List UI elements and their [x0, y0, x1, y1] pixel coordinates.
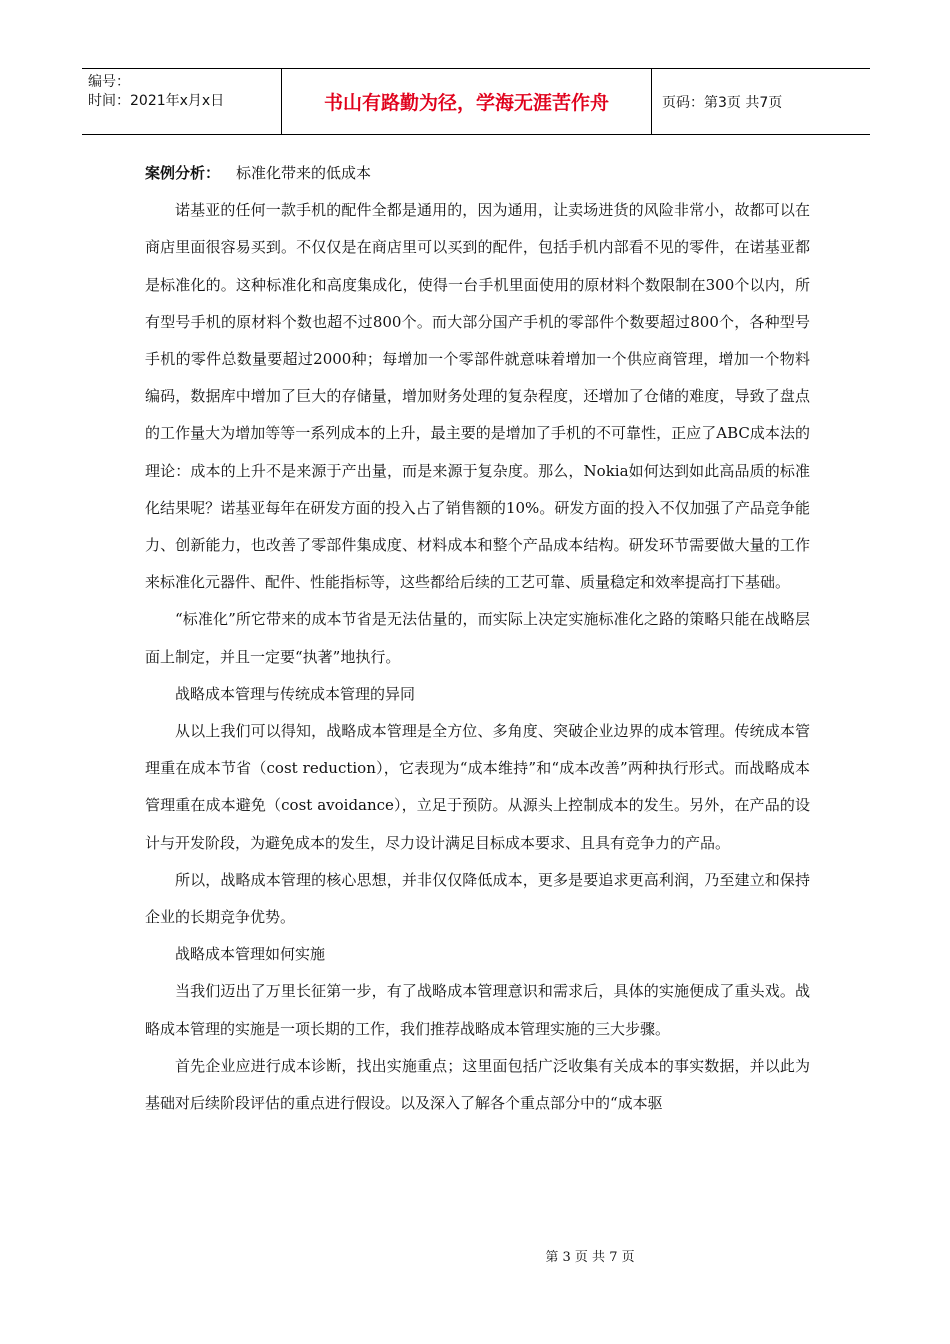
number-label: 编号： — [88, 74, 130, 90]
paragraph: 从以上我们可以得知，战略成本管理是全方位、多角度、突破企业边界的成本管理。传统成本管理重在成本节省（cost reduction），它表现为“成本维持”和“成本改善”两种执行形式。而战略成本管理重在成本避免（cost avoidance），立足于预防。从源头上控制成本的发生。另外，在产品的设计与开发阶段，为避免成本的发生，尽力设计满足目标成本要求、且具有竞争力的产品。 — [145, 722, 810, 852]
page-header — [82, 68, 870, 135]
section-heading: 战略成本管理如何实施 — [175, 945, 326, 964]
time-label: 时间：2021年x月x日 — [88, 93, 225, 109]
paragraph: 首先企业应进行成本诊断，找出实施重点；这里面包括广泛收集有关成本的事实数据，并以此为基础对后续阶段评估的重点进行假设。以及深入了解各个重点部分中的“成本驱 — [145, 1056, 810, 1113]
motto: 书山有路勤为径，学海无涯苦作舟 — [282, 69, 652, 134]
case-heading — [145, 155, 810, 192]
paragraph: 诺基亚的任何一款手机的配件全都是通用的，因为通用，让卖场进货的风险非常小，故都可以在商店里面很容易买到。不仅仅是在商店里可以买到的配件，包括手机内部看不见的零件，在诺基亚都是标准化的。这种标准化和高度集成化，使得一台手机里面使用的原材料个数限制在300个以内，所有型号手机的原材料个数也超不过800个。而大部分国产手机的零部件个数要超过800个，各种型号手机的零件总数量要超过2000种；每增加一个零部件就意味着增加一个供应商管理，增加一个物料编码，数据库中增加了巨大的存储量，增加财务处理的复杂程度，还增加了仓储的难度，导致了盘点的工作量大为增加等等一系列成本的上升，最主要的是增加了手机的不可靠性，正应了ABC成本法的理论：成本的上升不是来源于产出量，而是来源于复杂度。那么，Nokia如何达到如此高品质的标准化结果呢？诺基亚每年在研发方面的投入占了销售额的10%。研发方面的投入不仅加强了产品竞争能力、创新能力，也改善了零部件集成度、材料成本和整个产品成本结构。研发环节需要做大量的工作来标准化元器件、配件、性能指标等，这些都给后续的工艺可靠、质量稳定和效率提高打下基础。 — [145, 201, 810, 592]
paragraph: “标准化”所它带来的成本节省是无法估量的，而实际上决定实施标准化之路的策略只能在战略层面上制定，并且一定要“执著”地执行。 — [145, 610, 810, 666]
section-heading: 战略成本管理与传统成本管理的异同 — [175, 684, 416, 703]
header-left-cell — [82, 69, 282, 134]
paragraph: 当我们迈出了万里长征第一步，有了战略成本管理意识和需求后，具体的实施便成了重头戏。战略成本管理的实施是一项长期的工作，我们推荐战略成本管理实施的三大步骤。 — [145, 982, 810, 1038]
case-title: 标准化带来的低成本 — [236, 164, 372, 182]
page-info: 页码：第3页 共7页 — [662, 94, 783, 111]
page-footer: 第 3 页 共 7 页 — [545, 1250, 635, 1265]
paragraph: 所以，战略成本管理的核心思想，并非仅仅降低成本，更多是要追求更高利润，乃至建立和保持企业的长期竞争优势。 — [145, 870, 810, 927]
article-body — [145, 155, 810, 1122]
case-label: 案例分析： — [145, 164, 221, 182]
